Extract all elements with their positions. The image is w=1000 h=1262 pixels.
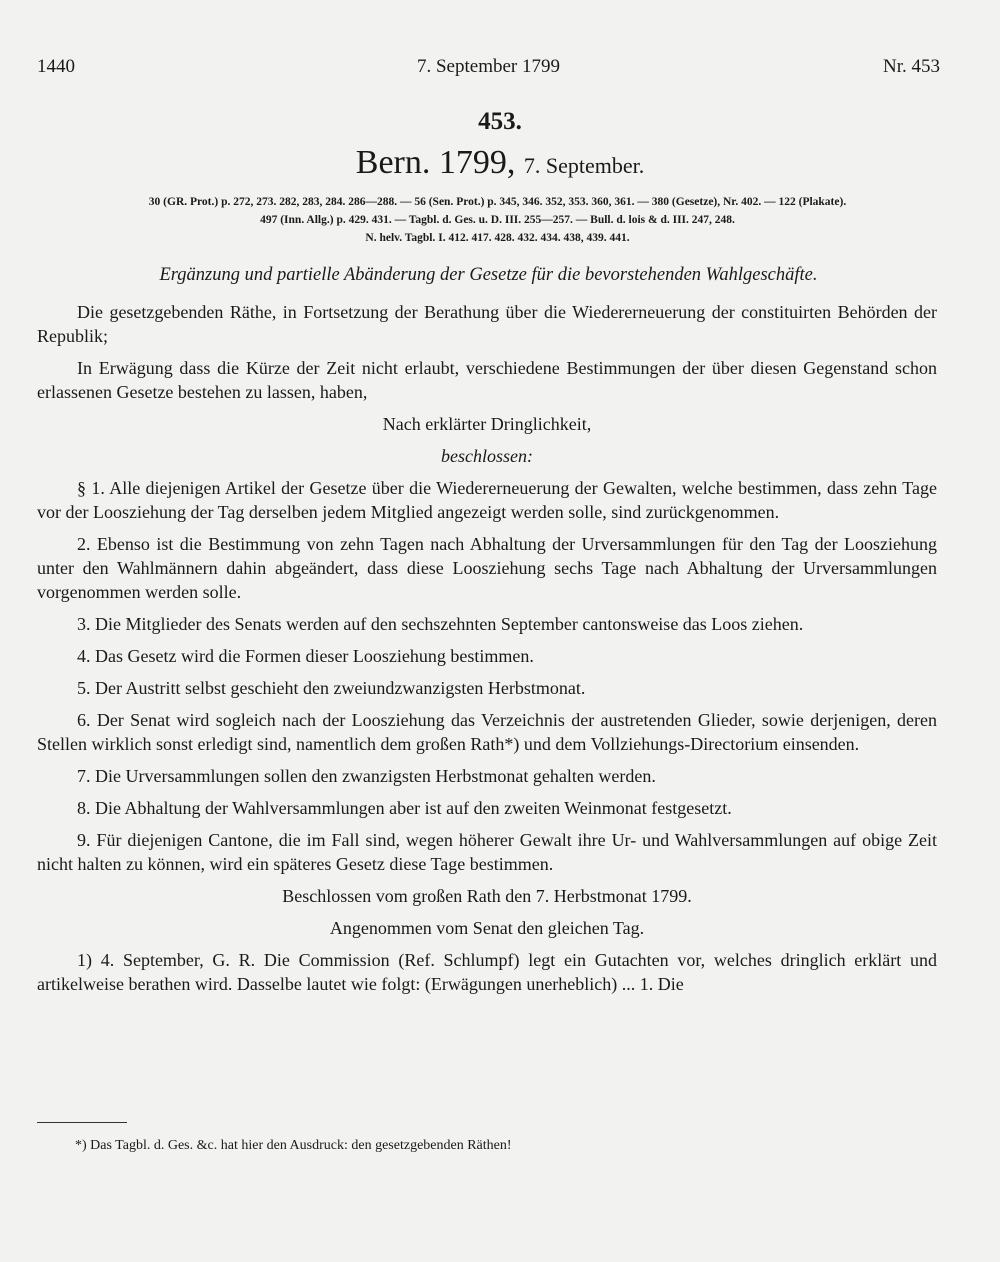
consideration-paragraph: In Erwägung dass die Kürze der Zeit nicht erlaubt, verschiedene Bestimmungen der über diesen Gegenstand schon erlassenen Gesetze bestehen zu lassen, haben,: [37, 358, 937, 402]
page-header: [37, 56, 940, 86]
page-number: 1440: [37, 56, 75, 77]
section-1: § 1. Alle diejenigen Artikel der Gesetze über die Wiedererneuerung der Gewalten, welche bestimmen, dass zehn Tage vor der Loosziehung der Tag derselben jedem Mitglied angezeigt werden solle, sind zurückgenommen.: [37, 478, 937, 522]
footnote-divider: [37, 1122, 127, 1123]
document-subtitle: Ergänzung und partielle Abänderung der Gesetze für die bevorstehenden Wahlgeschäfte.: [159, 265, 818, 285]
reference-line: N. helv. Tagbl. I. 412. 417. 428. 432. 434. 438, 439. 441.: [365, 232, 630, 244]
reference-line: 30 (GR. Prot.) p. 272, 273. 282, 283, 284. 286—288. — 56 (Sen. Prot.) p. 345, 346. 352, 353. 360, 361. — 380 (Gesetze), Nr. 402. — 122 (Plakate).: [148, 196, 847, 208]
section-8: 8. Die Abhaltung der Wahlversammlungen aber ist auf den zweiten Weinmonat festgesetzt.: [77, 798, 732, 818]
reference-line: 497 (Inn. Allg.) p. 429. 431. — Tagbl. d. Ges. u. D. III. 255—257. — Bull. d. lois & d. III. 247, 248.: [260, 214, 735, 226]
section-2: 2. Ebenso ist die Bestimmung von zehn Tagen nach Abhaltung der Urversammlungen für den Tag der Loosziehung unter den Wahlmännern dahin abgeändert, dass diese Loosziehung sechs Tage nach Abhaltung der Urversammlungen vorgenommen werden solle.: [37, 534, 937, 602]
section-3: 3. Die Mitglieder des Senats werden auf den sechszehnten September cantonsweise das Loos ziehen.: [77, 614, 804, 634]
adoption-great-council: Beschlossen vom großen Rath den 7. Herbstmonat 1799.: [282, 886, 692, 906]
preamble-paragraph: Die gesetzgebenden Räthe, in Fortsetzung der Berathung über die Wiedererneuerung der constituirten Behörden der Republik;: [37, 302, 937, 346]
document-title: [0, 144, 1000, 182]
header-date: 7. September 1799: [416, 56, 560, 77]
section-7: 7. Die Urversammlungen sollen den zwanzigsten Herbstmonat gehalten werden.: [77, 766, 656, 786]
source-references: [55, 193, 940, 247]
section-9: 9. Für diejenigen Cantone, die im Fall sind, wegen höherer Gewalt ihre Ur- und Wahlversammlungen auf obige Zeit nicht halten zu können, wird ein späteres Gesetz diese Tage bestimmen.: [37, 830, 937, 874]
section-6: 6. Der Senat wird sogleich nach der Loosziehung das Verzeichnis der austretenden Glieder, sowie derjenigen, deren Stellen wirklich sonst erledigt sind, namentlich dem großen Rath*) und dem Vollziehungs-Directorium einsenden.: [37, 710, 937, 754]
section-4: 4. Das Gesetz wird die Formen dieser Loosziehung bestimmen.: [77, 646, 534, 666]
section-5: 5. Der Austritt selbst geschieht den zweiundzwanzigsten Herbstmonat.: [77, 678, 586, 698]
entry-number: 453.: [478, 108, 522, 135]
title-place-year: Bern. 1799,: [355, 144, 516, 181]
urgency-line: Nach erklärter Dringlichkeit,: [382, 414, 592, 434]
document-body: [37, 300, 937, 1004]
resolved-line: beschlossen:: [441, 446, 533, 466]
adoption-senate: Angenommen vom Senat den gleichen Tag.: [329, 918, 645, 938]
note-paragraph: 1) 4. September, G. R. Die Commission (Ref. Schlumpf) legt ein Gutachten vor, welches dringlich erklärt und artikelweise berathen wird. Dasselbe lautet wie folgt: (Erwägungen unerheblich) ... 1. Die: [37, 950, 937, 994]
footnote: *) Das Tagbl. d. Ges. &c. hat hier den Ausdruck: den gesetzgebenden Räthen!: [75, 1138, 512, 1153]
document-number: Nr. 453: [883, 56, 940, 77]
title-date: 7. September.: [523, 153, 645, 178]
